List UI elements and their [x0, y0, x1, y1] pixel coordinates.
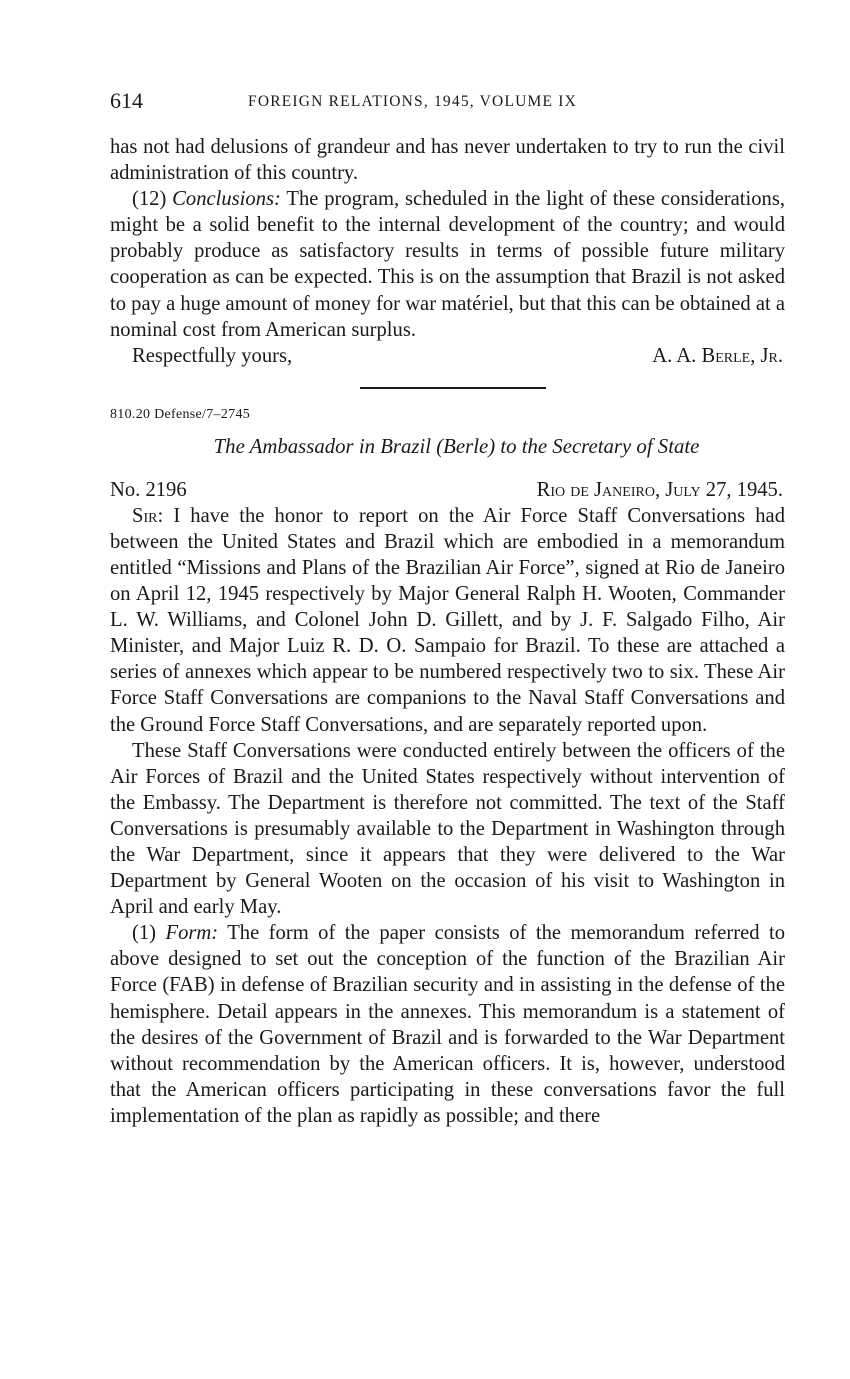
- section-divider: [360, 387, 546, 389]
- page-number: 614: [110, 88, 143, 113]
- running-title: FOREIGN RELATIONS, 1945, VOLUME IX: [248, 93, 577, 110]
- conclusions-paragraph: [110, 186, 785, 343]
- report-paragraph-2: These Staff Conversations were conducted entirely between the officers of the Air Forces of Brazil and the United States respectively without intervention of the Embassy. The Department is therefore not committed. The text of the Staff Conversations is presumably available to the Department in Washington through the War Department, since it appears that they were delivered to the War Department by General Wooten on the occasion of his visit to Washington in April and early May.: [110, 739, 785, 919]
- signature: A. A. Berle, Jr.: [652, 344, 783, 367]
- document-heading: The Ambassador in Brazil (Berle) to the Secretary of State: [213, 434, 700, 458]
- closing: Respectfully yours,: [132, 344, 293, 367]
- signoff: [110, 343, 785, 369]
- salutation: Sir:: [132, 504, 164, 527]
- conclusions-number: (12): [132, 188, 167, 211]
- form-text: The form of the paper consists of the memorandum referred to above designed to set out the conception of the function of the Brazilian Air Force (FAB) in defense of Brazilian security and in assisting in the defense of the hemisphere. Detail appears in the annexes. This memorandum is a statement of the desires of the Government of Brazil and is forwarded to the War Department without recommendation by the American officers. It is, however, understood that the American officers participating in these conversations favor the full implementation of the plan as rapidly as possible; and there: [110, 922, 785, 1127]
- report-paragraph-1: [110, 503, 785, 738]
- report-paragraph-1-text: I have the honor to report on the Air Force Staff Conversations had between the United States and Brazil which are embodied in a memorandum entitled “Missions and Plans of the Brazilian Air Force”, signed at Rio de Janeiro on April 12, 1945 respectively by Major General Ralph H. Wooten, Commander L. W. Williams, and Colonel John D. Gillett, and by J. F. Salgado Filho, Air Minister, and Major Luiz R. D. O. Sampaio for Brazil. To these are attached a series of annexes which appear to be numbered respectively two to six. These Air Force Staff Conversations are companions to the Naval Staff Conversations and the Ground Force Staff Conversations, and are separately reported upon.: [110, 504, 785, 736]
- form-number: (1): [132, 922, 157, 945]
- form-label: Form:: [165, 922, 219, 945]
- document-page: [110, 88, 785, 1129]
- form-paragraph: [110, 920, 785, 1129]
- place-date: Rio de Janeiro, July 27, 1945.: [536, 478, 783, 501]
- document-number: No. 2196: [110, 478, 187, 501]
- conclusions-label: Conclusions:: [172, 188, 281, 211]
- dateline: [110, 477, 785, 503]
- continuation-paragraph: has not had delusions of grandeur and has never undertaken to try to run the civil administration of this country.: [110, 136, 785, 185]
- file-reference: 810.20 Defense/7–2745: [110, 406, 251, 422]
- conclusions-text: The program, scheduled in the light of these considerations, might be a solid benefit to the internal development of the country; and would probably produce as satisfactory results in terms of possible future military cooperation as can be expected. This is on the assumption that Brazil is not asked to pay a huge amount of money for war matériel, but that this can be obtained at a nominal cost from American surplus.: [110, 188, 785, 341]
- running-head: [110, 88, 785, 120]
